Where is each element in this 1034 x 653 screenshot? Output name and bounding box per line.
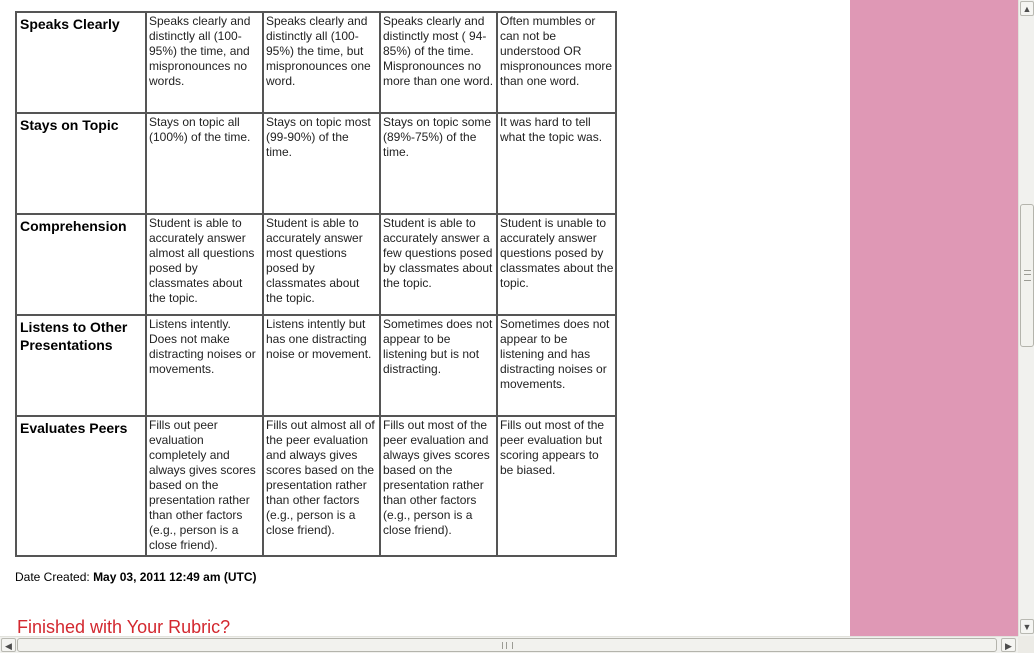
rubric-cell: Sometimes does not appear to be listening but is not distracting. [380, 315, 497, 416]
vertical-scrollbar[interactable] [1018, 0, 1034, 636]
side-panel [850, 0, 1018, 636]
rubric-cell: Stays on topic some (89%-75%) of the time. [380, 113, 497, 214]
grip-icon [1024, 270, 1031, 281]
rubric-row [16, 416, 616, 556]
rubric-body [16, 12, 616, 556]
rubric-category: Listens to Other Presentations [16, 315, 146, 416]
rubric-row [16, 12, 616, 113]
scroll-right-button[interactable] [1001, 638, 1016, 652]
scroll-up-icon: ▲ [1022, 4, 1032, 14]
rubric-cell: Fills out peer evaluation completely and always gives scores based on the presentation rather than other factors (e.g., person is a close friend). [146, 416, 263, 556]
rubric-cell: Fills out almost all of the peer evaluation and always gives scores based on the presentation rather than other factors (e.g., person is a close friend). [263, 416, 380, 556]
date-created-label: Date Created: [15, 570, 90, 584]
rubric-cell: Stays on topic most (99-90%) of the time. [263, 113, 380, 214]
rubric-cell: Sometimes does not appear to be listening and has distracting noises or movements. [497, 315, 616, 416]
rubric-row [16, 315, 616, 416]
scroll-right-icon: ▶ [1005, 641, 1012, 651]
date-created-value: May 03, 2011 12:49 am (UTC) [93, 570, 257, 584]
rubric-category: Evaluates Peers [16, 416, 146, 556]
rubric-cell: Student is able to accurately answer most questions posed by classmates about the topic. [263, 214, 380, 315]
rubric-category: Stays on Topic [16, 113, 146, 214]
rubric-cell: Stays on topic all (100%) of the time. [146, 113, 263, 214]
scrollbar-corner [1018, 636, 1034, 653]
vertical-scroll-thumb[interactable] [1020, 204, 1034, 347]
finished-heading: Finished with Your Rubric? [17, 617, 231, 636]
rubric-cell: Student is able to accurately answer a few questions posed by classmates about the topic. [380, 214, 497, 315]
rubric-table [15, 11, 617, 557]
scroll-down-icon: ▼ [1022, 622, 1032, 632]
rubric-cell: Student is unable to accurately answer questions posed by classmates about the topic. [497, 214, 616, 315]
scroll-left-button[interactable] [1, 638, 16, 652]
rubric-cell: Listens intently but has one distracting noise or movement. [263, 315, 380, 416]
rubric-cell: Often mumbles or can not be understood OR mispronounces more than one word. [497, 12, 616, 113]
scroll-left-icon: ◀ [5, 641, 12, 651]
rubric-cell: Student is able to accurately answer almost all questions posed by classmates about the topic. [146, 214, 263, 315]
rubric-cell: Speaks clearly and distinctly all (100-95%) the time, and mispronounces no words. [146, 12, 263, 113]
scroll-up-button[interactable] [1020, 1, 1034, 16]
rubric-cell: It was hard to tell what the topic was. [497, 113, 616, 214]
rubric-cell: Speaks clearly and distinctly most ( 94-85%) of the time. Mispronounces no more than one word. [380, 12, 497, 113]
rubric-cell: Fills out most of the peer evaluation and always gives scores based on the presentation rather than other factors (e.g., person is a close friend). [380, 416, 497, 556]
scroll-down-button[interactable] [1020, 619, 1034, 634]
rubric-category: Comprehension [16, 214, 146, 315]
rubric-category: Speaks Clearly [16, 12, 146, 113]
grip-icon [502, 642, 513, 649]
horizontal-scrollbar[interactable] [0, 636, 1018, 653]
horizontal-scroll-thumb[interactable] [17, 638, 997, 652]
rubric-row [16, 214, 616, 315]
rubric-cell: Fills out most of the peer evaluation but scoring appears to be biased. [497, 416, 616, 556]
rubric-cell: Listens intently. Does not make distracting noises or movements. [146, 315, 263, 416]
rubric-row [16, 113, 616, 214]
date-created [15, 570, 256, 584]
rubric-cell: Speaks clearly and distinctly all (100-95%) the time, but mispronounces one word. [263, 12, 380, 113]
